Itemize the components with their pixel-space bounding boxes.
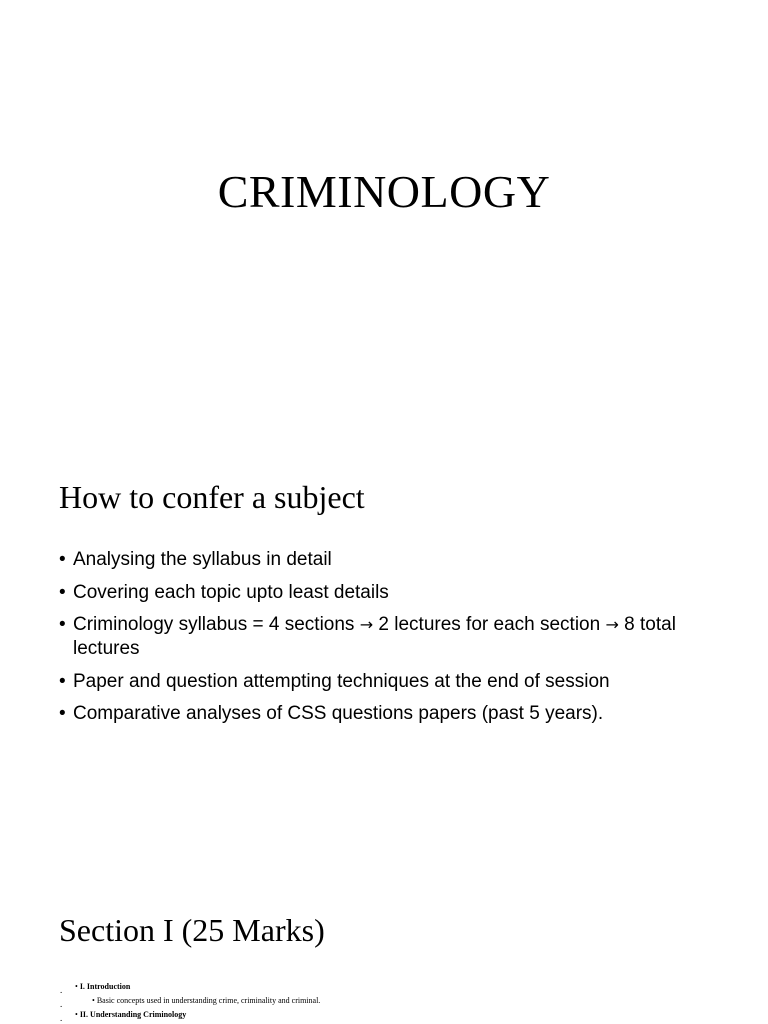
outline-subitem: • Basic concepts used in understanding crime, criminality and criminal.: [92, 996, 321, 1005]
list-item: • Paper and question attempting techniques at the end of session: [59, 670, 719, 694]
list-item: • Covering each topic upto least details: [59, 581, 719, 605]
arrow-right-icon: →: [359, 615, 374, 634]
arrow-right-icon: →: [605, 615, 619, 634]
slide-title: CRIMINOLOGY: [217, 166, 551, 217]
bullet-dot: .: [60, 1013, 63, 1023]
outline-item: • II. Understanding Criminology: [75, 1010, 187, 1019]
bullet-dot: .: [60, 999, 63, 1009]
bullet-dot: .: [60, 985, 63, 995]
section-heading-how-to-confer: How to confer a subject: [59, 479, 365, 515]
list-item: • Criminology syllabus = 4 sections → 2 lectures for each section → 8 total lectures: [59, 613, 719, 661]
section-heading-section-i: Section I (25 Marks): [59, 912, 325, 948]
bullet-list: [59, 548, 719, 735]
list-item: • Comparative analyses of CSS questions papers (past 5 years).: [59, 702, 719, 726]
syllabus-outline: [0, 980, 768, 1024]
list-item: • Analysing the syllabus in detail: [59, 548, 719, 572]
outline-item: • I. Introduction: [75, 982, 131, 991]
